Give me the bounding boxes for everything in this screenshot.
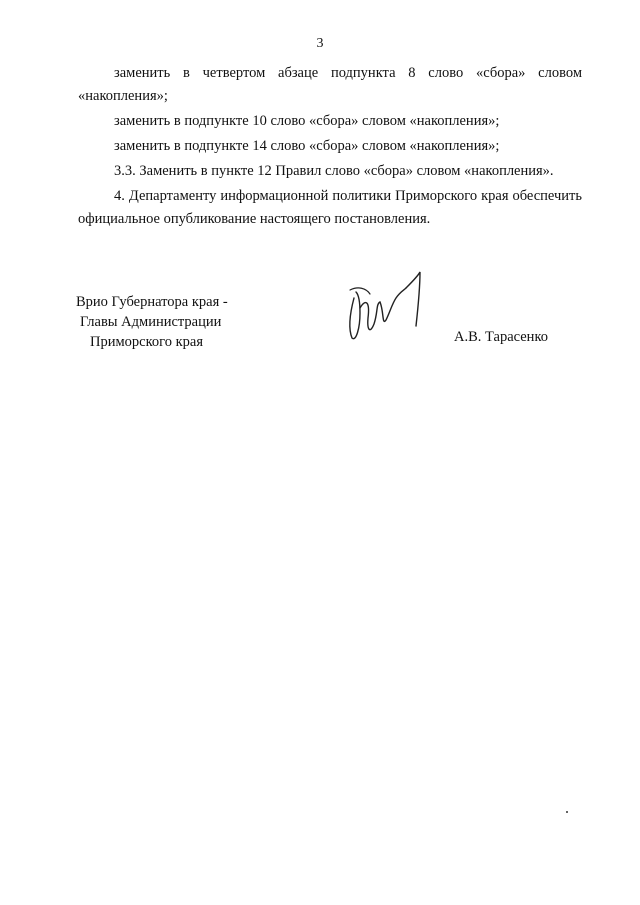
scan-artifact-dot [566, 811, 568, 813]
signatory-name: А.В. Тарасенко [454, 329, 549, 345]
document-body [78, 62, 582, 233]
signatory-title-line-1: Врио Губернатора края - [76, 294, 228, 310]
paragraph-3-3: 3.3. Заменить в пункте 12 Правил слово «сбора» словом «накопления». [114, 163, 554, 179]
handwritten-signature [340, 268, 430, 348]
signatory-title-line-3: Приморского края [90, 334, 204, 350]
page-number: 3 [316, 36, 324, 51]
signatory-title-line-2: Главы Администрации [80, 314, 222, 330]
paragraph-amend-subclause-10: заменить в подпункте 10 слово «сбора» словом «накопления»; [114, 113, 500, 129]
paragraph-4: 4. Департаменту информационной политики Приморского края обеспечить официальное опубликование настоящего постановления. [78, 188, 582, 227]
signatory-title [76, 292, 336, 352]
paragraph-amend-subclause-14: заменить в подпункте 14 слово «сбора» словом «накопления»; [114, 138, 500, 154]
paragraph-amend-subclause-8: заменить в четвертом абзаце подпункта 8 слово «сбора» словом «накопления»; [78, 65, 582, 104]
